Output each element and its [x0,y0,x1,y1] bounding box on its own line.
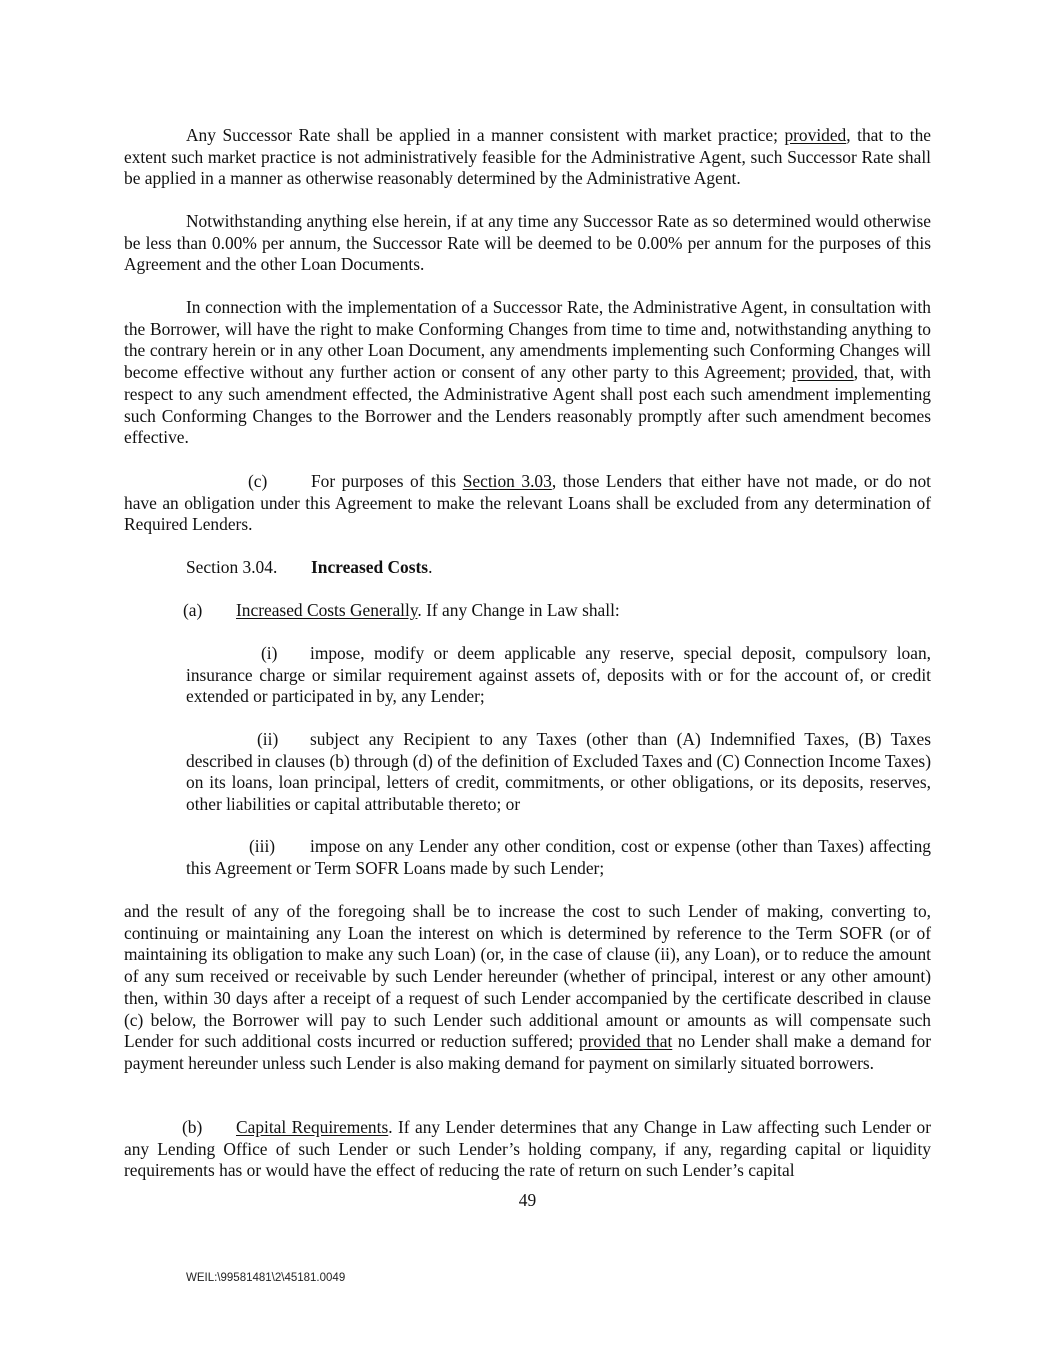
clause-label: (b) [182,1117,203,1137]
footer-document-code: WEIL:\99581481\2\45181.0049 [186,1272,346,1284]
section-title: Increased Costs [311,557,429,577]
underlined-term: provided [784,125,847,145]
subsection-title: Capital Requirements [236,1117,389,1137]
paragraph-conforming-changes: In connection with the implementation of a Successor Rate, the Administrative Agent, in consultation with the Borrower, will have the right to make Conforming Changes from time to time and, notwithstanding anything to the contrary herein or in any other Loan Document, any amendments implementing such Conforming Changes will become effective without any further action or consent of any other party to this Agreement; provided, that, with respect to any such amendment effected, the Administrative Agent shall post each such amendment implementing such Conforming Changes to the Borrower and the Lenders reasonably promptly after such amendment becomes effective. [124,297,931,448]
clause-i: (i) impose, modify or deem applicable any reserve, special deposit, compulsory loan, insurance charge or similar requirement against assets of, deposits with or for the account of, or credit extended or participated in by, any Lender; [186,643,931,707]
section-reference: Section 3.03 [462,471,552,491]
page-number: 49 [518,1190,537,1210]
paragraph-result: and the result of any of the foregoing shall be to increase the cost to such Lender of making, converting to, continuing or maintaining any Loan the interest on which is determined by reference to the Term SOFR (or of maintaining its obligation to make any such Loan) (or, in the case of clause (ii), any Loan), or to reduce the amount of any sum received or receivable by such Lender hereunder (whether of principal, interest or any other amount) then, within 30 days after a receipt of a request of such Lender accompanied by the certificate described in clause (c) below, the Borrower will pay to such Lender such additional amount or amounts as will compensate such Lender for such additional costs incurred or reduction suffered; provided that no Lender shall make a demand for payment hereunder unless such Lender is also making demand for payment on similarly situated borrowers. [124,901,932,1073]
clause-label: (a) [183,600,203,620]
clause-label: (i) [261,643,278,663]
clause-label: (ii) [257,729,279,749]
clause-iii: (iii) impose on any Lender any other condition, cost or expense (other than Taxes) affecting this Agreement or Term SOFR Loans made by such Lender; [186,836,931,878]
subsection-title: Increased Costs Generally [236,600,418,620]
underlined-term: provided that [578,1031,673,1052]
clause-ii: (ii) subject any Recipient to any Taxes (other than (A) Indemnified Taxes, (B) Taxes described in clauses (b) through (d) of the definition of Excluded Taxes and (C) Connection Income Taxes) on its loans, loan principal, letters of credit, commitments, or other obligations, or its deposits, reserves, other liabilities or capital attributable thereto; or [186,729,931,815]
paragraph-subsection-b: (b) Capital Requirements. If any Lender determines that any Change in Law affecting such Lender or any Lending Office of such Lender or such Lender’s holding company, if any, regarding capital or liquidity requirements has or would have the effect of reducing the rate of return on such Lender’s capital [124,1117,931,1181]
subsection-a-heading: (a) Increased Costs Generally. If any Change in Law shall: [183,600,620,620]
section-number: Section 3.04. [186,557,278,577]
paragraph-successor-rate-practice: Any Successor Rate shall be applied in a manner consistent with market practice; provided, that to the extent such market practice is not administratively feasible for the Administrative Agent, such Successor Rate shall be applied in a manner as otherwise reasonably determined by the Administrative Agent. [124,125,931,189]
clause-label: (c) [248,471,268,491]
paragraph-notwithstanding: Notwithstanding anything else herein, if at any time any Successor Rate as so determined would otherwise be less than 0.00% per annum, the Successor Rate will be deemed to be 0.00% per annum for the purposes of this Agreement and the other Loan Documents. [124,211,931,275]
paragraph-subsection-c: (c) For purposes of this Section 3.03, those Lenders that either have not made, or do not have an obligation under this Agreement to make the relevant Loans shall be excluded from any determination of Required Lenders. [124,471,931,535]
underlined-term: provided [791,362,854,383]
clause-label: (iii) [249,836,276,856]
section-heading: Section 3.04. Increased Costs. [186,557,433,577]
